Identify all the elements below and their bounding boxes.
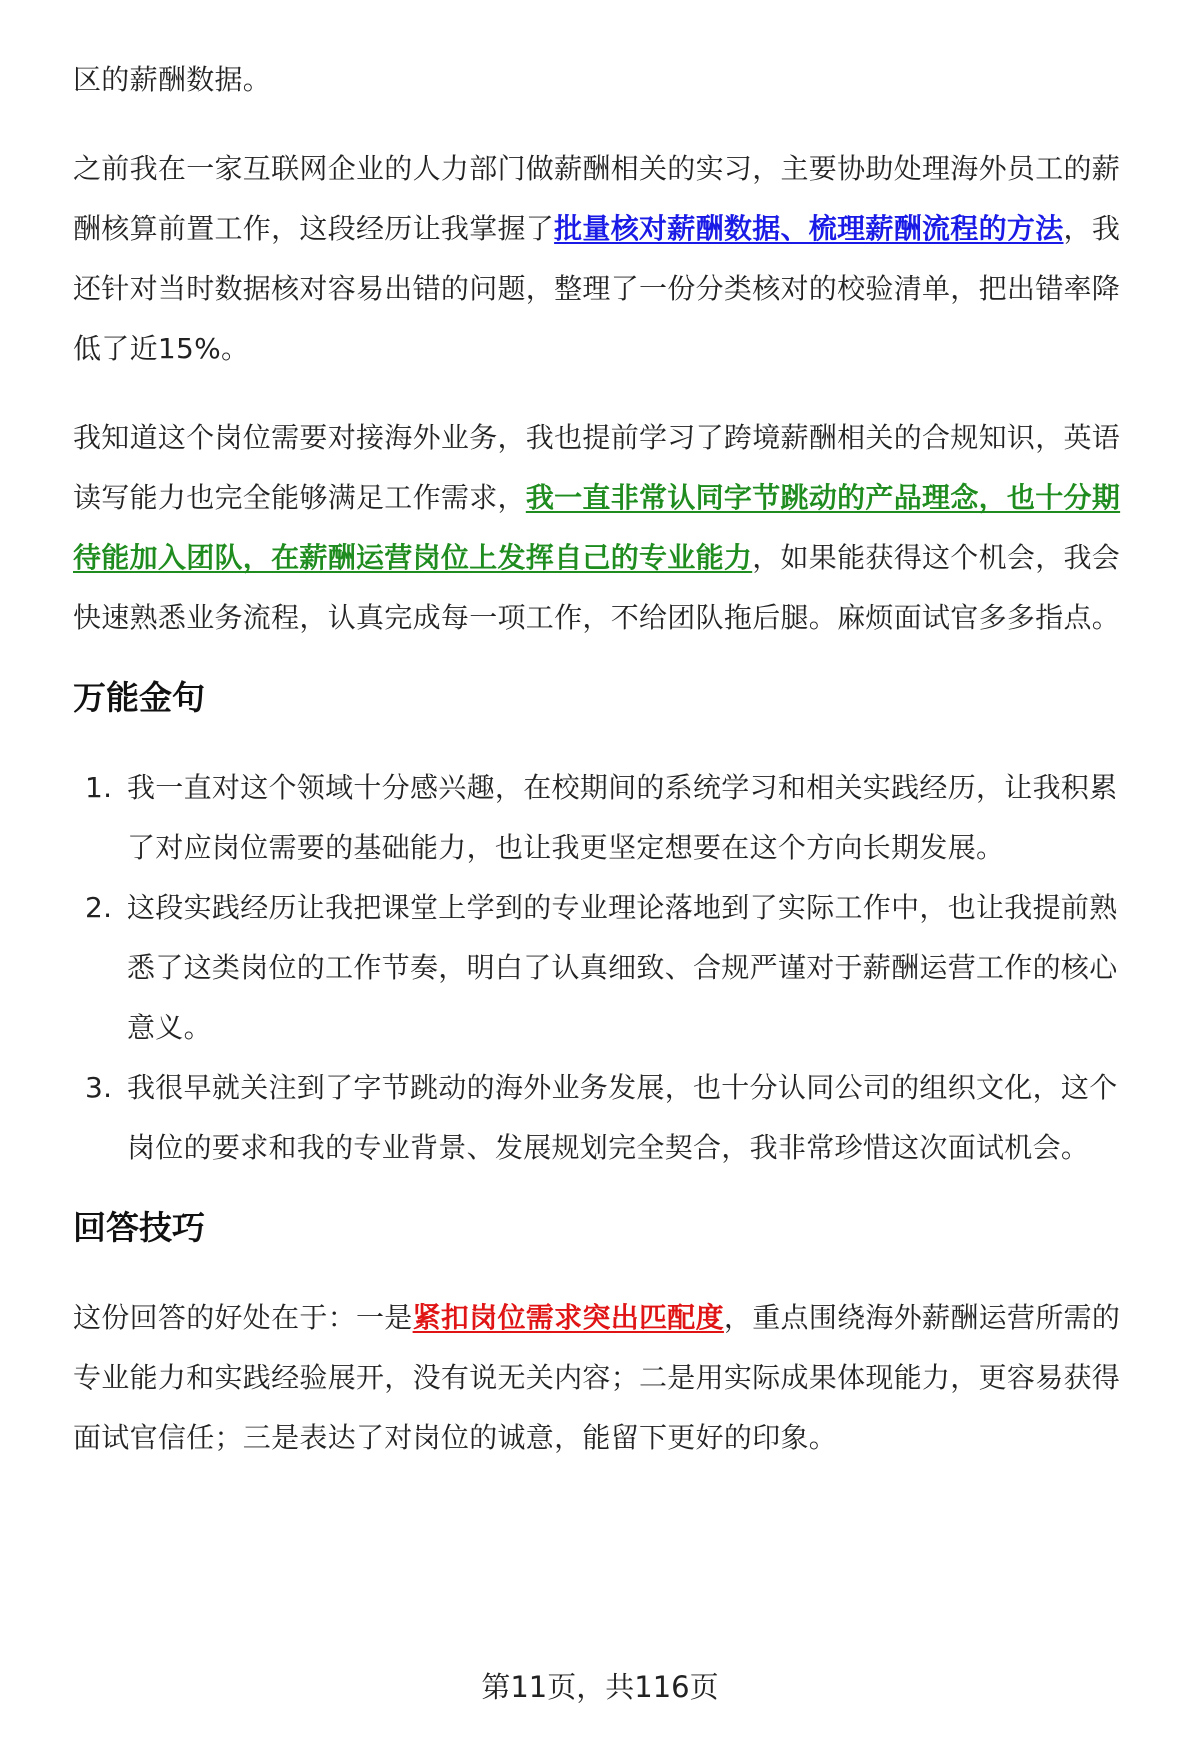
paragraph-text: ，我还针对当时数据核对容易出错的问题，整理了一份分类核对的校验清单，把出错率降低了近15%。 — [73, 212, 1121, 365]
list-item — [73, 758, 1143, 878]
list-item-text: 这段实践经历让我把课堂上学到的专业理论落地到了实际工作中，也让我提前熟悉了这类岗位的工作节奏，明白了认真细致、合规严谨对于薪酬运营工作的核心意义。 — [127, 891, 1118, 1044]
list-number: 1. — [85, 771, 113, 804]
paragraph-text: 区的薪酬数据。 — [73, 63, 272, 96]
list-number: 3. — [85, 1071, 113, 1104]
document-body — [73, 50, 1143, 1468]
list-item — [73, 1058, 1143, 1178]
paragraph-text: 这份回答的好处在于：一是 — [73, 1301, 413, 1334]
section-heading-answer-tips: 回答技巧 — [73, 1208, 205, 1247]
page-number-footer: 第11页，共116页 — [481, 1670, 719, 1704]
paragraph-text: ，如果能获得这个机会，我会快速熟悉业务流程，认真完成每一项工作，不给团队拖后腿。麻烦面试官多多指点。 — [73, 541, 1121, 634]
paragraph-text: ，重点围绕海外薪酬运营所需的专业能力和实践经验展开，没有说无关内容；二是用实际成果体现能力，更容易获得面试官信任；三是表达了对岗位的诚意，能留下更好的印象。 — [73, 1301, 1121, 1454]
paragraph-text: 我知道这个岗位需要对接海外业务，我也提前学习了跨境薪酬相关的合规知识，英语读写能力也完全能够满足工作需求， — [73, 421, 1121, 514]
paragraph-tips — [73, 1288, 1143, 1468]
paragraph-text: 之前我在一家互联网企业的人力部门做薪酬相关的实习，主要协助处理海外员工的薪酬核算前置工作，这段经历让我掌握了 — [73, 152, 1121, 245]
highlight-green: 我一直非常认同字节跳动的产品理念，也十分期待能加入团队，在薪酬运营岗位上发挥自己的专业能力 — [73, 481, 1121, 574]
golden-phrases-list — [73, 758, 1143, 1178]
paragraph-overseas — [73, 408, 1143, 648]
highlight-blue: 批量核对薪酬数据、梳理薪酬流程的方法 — [554, 212, 1064, 245]
paragraph-internship — [73, 139, 1143, 379]
section-heading-golden-phrases: 万能金句 — [73, 678, 205, 717]
list-number: 2. — [85, 891, 113, 924]
list-item-text: 我很早就关注到了字节跳动的海外业务发展，也十分认同公司的组织文化，这个岗位的要求和我的专业背景、发展规划完全契合，我非常珍惜这次面试机会。 — [127, 1071, 1118, 1164]
list-item-text: 我一直对这个领域十分感兴趣，在校期间的系统学习和相关实践经历，让我积累了对应岗位需要的基础能力，也让我更坚定想要在这个方向长期发展。 — [127, 771, 1118, 864]
list-item — [73, 878, 1143, 1058]
paragraph-continuation — [73, 50, 1143, 110]
highlight-red: 紧扣岗位需求突出匹配度 — [412, 1301, 724, 1334]
